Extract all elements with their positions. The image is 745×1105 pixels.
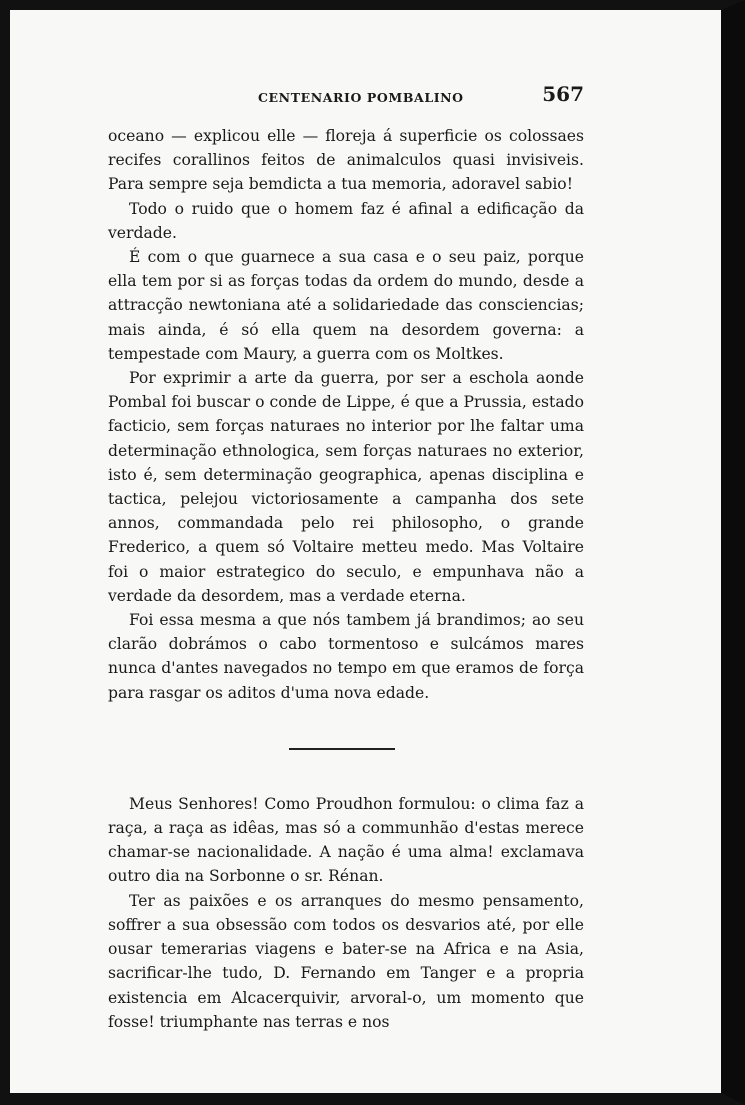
body-text: [108, 124, 584, 1034]
running-header: [108, 82, 584, 108]
book-page: [108, 82, 584, 1034]
paragraph: Por exprimir a arte da guerra, por ser a eschola aonde Pombal foi buscar o conde de Lippe, é que a Prussia, estado facticio, sem forças naturaes no interior por lhe faltar uma determinação ethnologica, sem forças naturaes no exterior, isto é, sem determinação geographica, apenas disciplina e tactica, pelejou victoriosamente a campanha dos sete annos, commandada pelo rei philosopho, o grande Frederico, a quem só Voltaire metteu medo. Mas Voltaire foi o maior estrategico do seculo, e empunhava não a verdade da desordem, mas a verdade eterna.: [108, 369, 584, 605]
paragraph: oceano — explicou elle — floreja á superficie os colossaes recifes corallinos feitos de animalculos quasi invisiveis. Para sempre seja bemdicta a tua memoria, adoravel sabio!: [108, 127, 584, 194]
paragraph: Meus Senhores! Como Proudhon formulou: o clima faz a raça, a raça as idêas, mas só a communhão d'estas merece chamar-se nacionalidade. A nação é uma alma! exclamava outro dia na Sorbonne o sr. Rénan.: [108, 794, 584, 886]
section-divider: [289, 748, 395, 750]
paragraph: É com o que guarnece a sua casa e o seu paiz, porque ella tem por si as forças todas da ordem do mundo, desde a attracção newtoniana até a solidariedade das consciencias; mais ainda, é só ella quem na desordem governa: a tempestade com Maury, a guerra com os Moltkes.: [108, 248, 584, 363]
paragraph: Foi essa mesma a que nós tambem já brandimos; ao seu clarão dobrámos o cabo tormentoso e sulcámos mares nunca d'antes navegados no tempo em que eramos de força para rasgar os aditos d'uma nova edade.: [108, 611, 584, 702]
page-number: 567: [542, 82, 584, 106]
running-title: CENTENARIO POMBALINO: [258, 90, 464, 105]
paragraph: Todo o ruido que o homem faz é afinal a edificação da verdade.: [108, 199, 584, 242]
paragraph: Ter as paixões e os arranques do mesmo pensamento, soffrer a sua obsessão com todos os desvarios até, por elle ousar temerarias viagens e bater-se na Africa e na Asia, sacrificar-lhe tudo, D. Fernando em Tanger e a propria existencia em Alcacerquivir, arvoral-o, um momento que fosse! triumphante nas terras e nos: [108, 891, 584, 1031]
